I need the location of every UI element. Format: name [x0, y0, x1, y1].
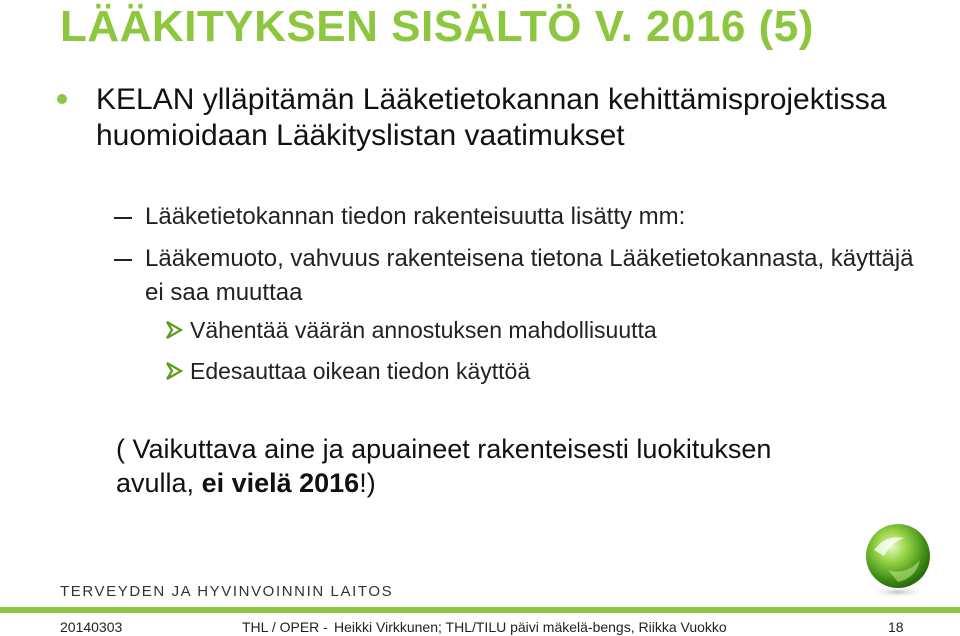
arrowhead-bullet-icon: [164, 320, 184, 340]
note-text: ( Vaikuttava aine ja apuaineet rakenteisesti luokituksen avulla,: [116, 434, 772, 498]
sub-item-1: Lääketietokannan tiedon rakenteisuutta lisätty mm:: [145, 203, 686, 230]
footer-bar: [0, 607, 960, 636]
organization-name: TERVEYDEN JA HYVINVOINNIN LAITOS: [60, 583, 394, 600]
arrow-item-2: Edesauttaa oikean tiedon käyttöä: [190, 358, 531, 384]
main-bullet-text: KELAN ylläpitämän Lääketietokannan kehittämisprojektissa huomioidaan Lääkityslistan vaatimukset: [96, 83, 887, 152]
arrowhead-bullet-icon: [164, 361, 184, 381]
slide-title: LÄÄKITYKSEN SISÄLTÖ V. 2016 (5): [60, 2, 814, 51]
note-bold-text: ei vielä 2016: [201, 468, 360, 498]
footer-authors: Heikki Virkkunen; THL/TILU päivi mäkelä-bengs, Riikka Vuokko: [334, 619, 727, 635]
dot-bullet-icon: [57, 94, 67, 104]
footer-department: THL / OPER -: [242, 619, 328, 635]
green-sphere-logo-icon: [858, 520, 936, 600]
footer-page-number: 18: [888, 619, 904, 635]
dash-bullet-icon: [114, 259, 132, 261]
dash-bullet-icon: [114, 217, 132, 219]
note-end-text: !): [359, 468, 376, 498]
arrow-item-1: Vähentää väärän annostuksen mahdollisuutta: [190, 317, 657, 343]
note-paragraph: [116, 432, 836, 500]
footer-date: 20140303: [60, 619, 123, 635]
sub-item-2: Lääkemuoto, vahvuus rakenteisena tietona Lääketietokannasta, käyttäjä ei saa muuttaa: [145, 245, 914, 306]
